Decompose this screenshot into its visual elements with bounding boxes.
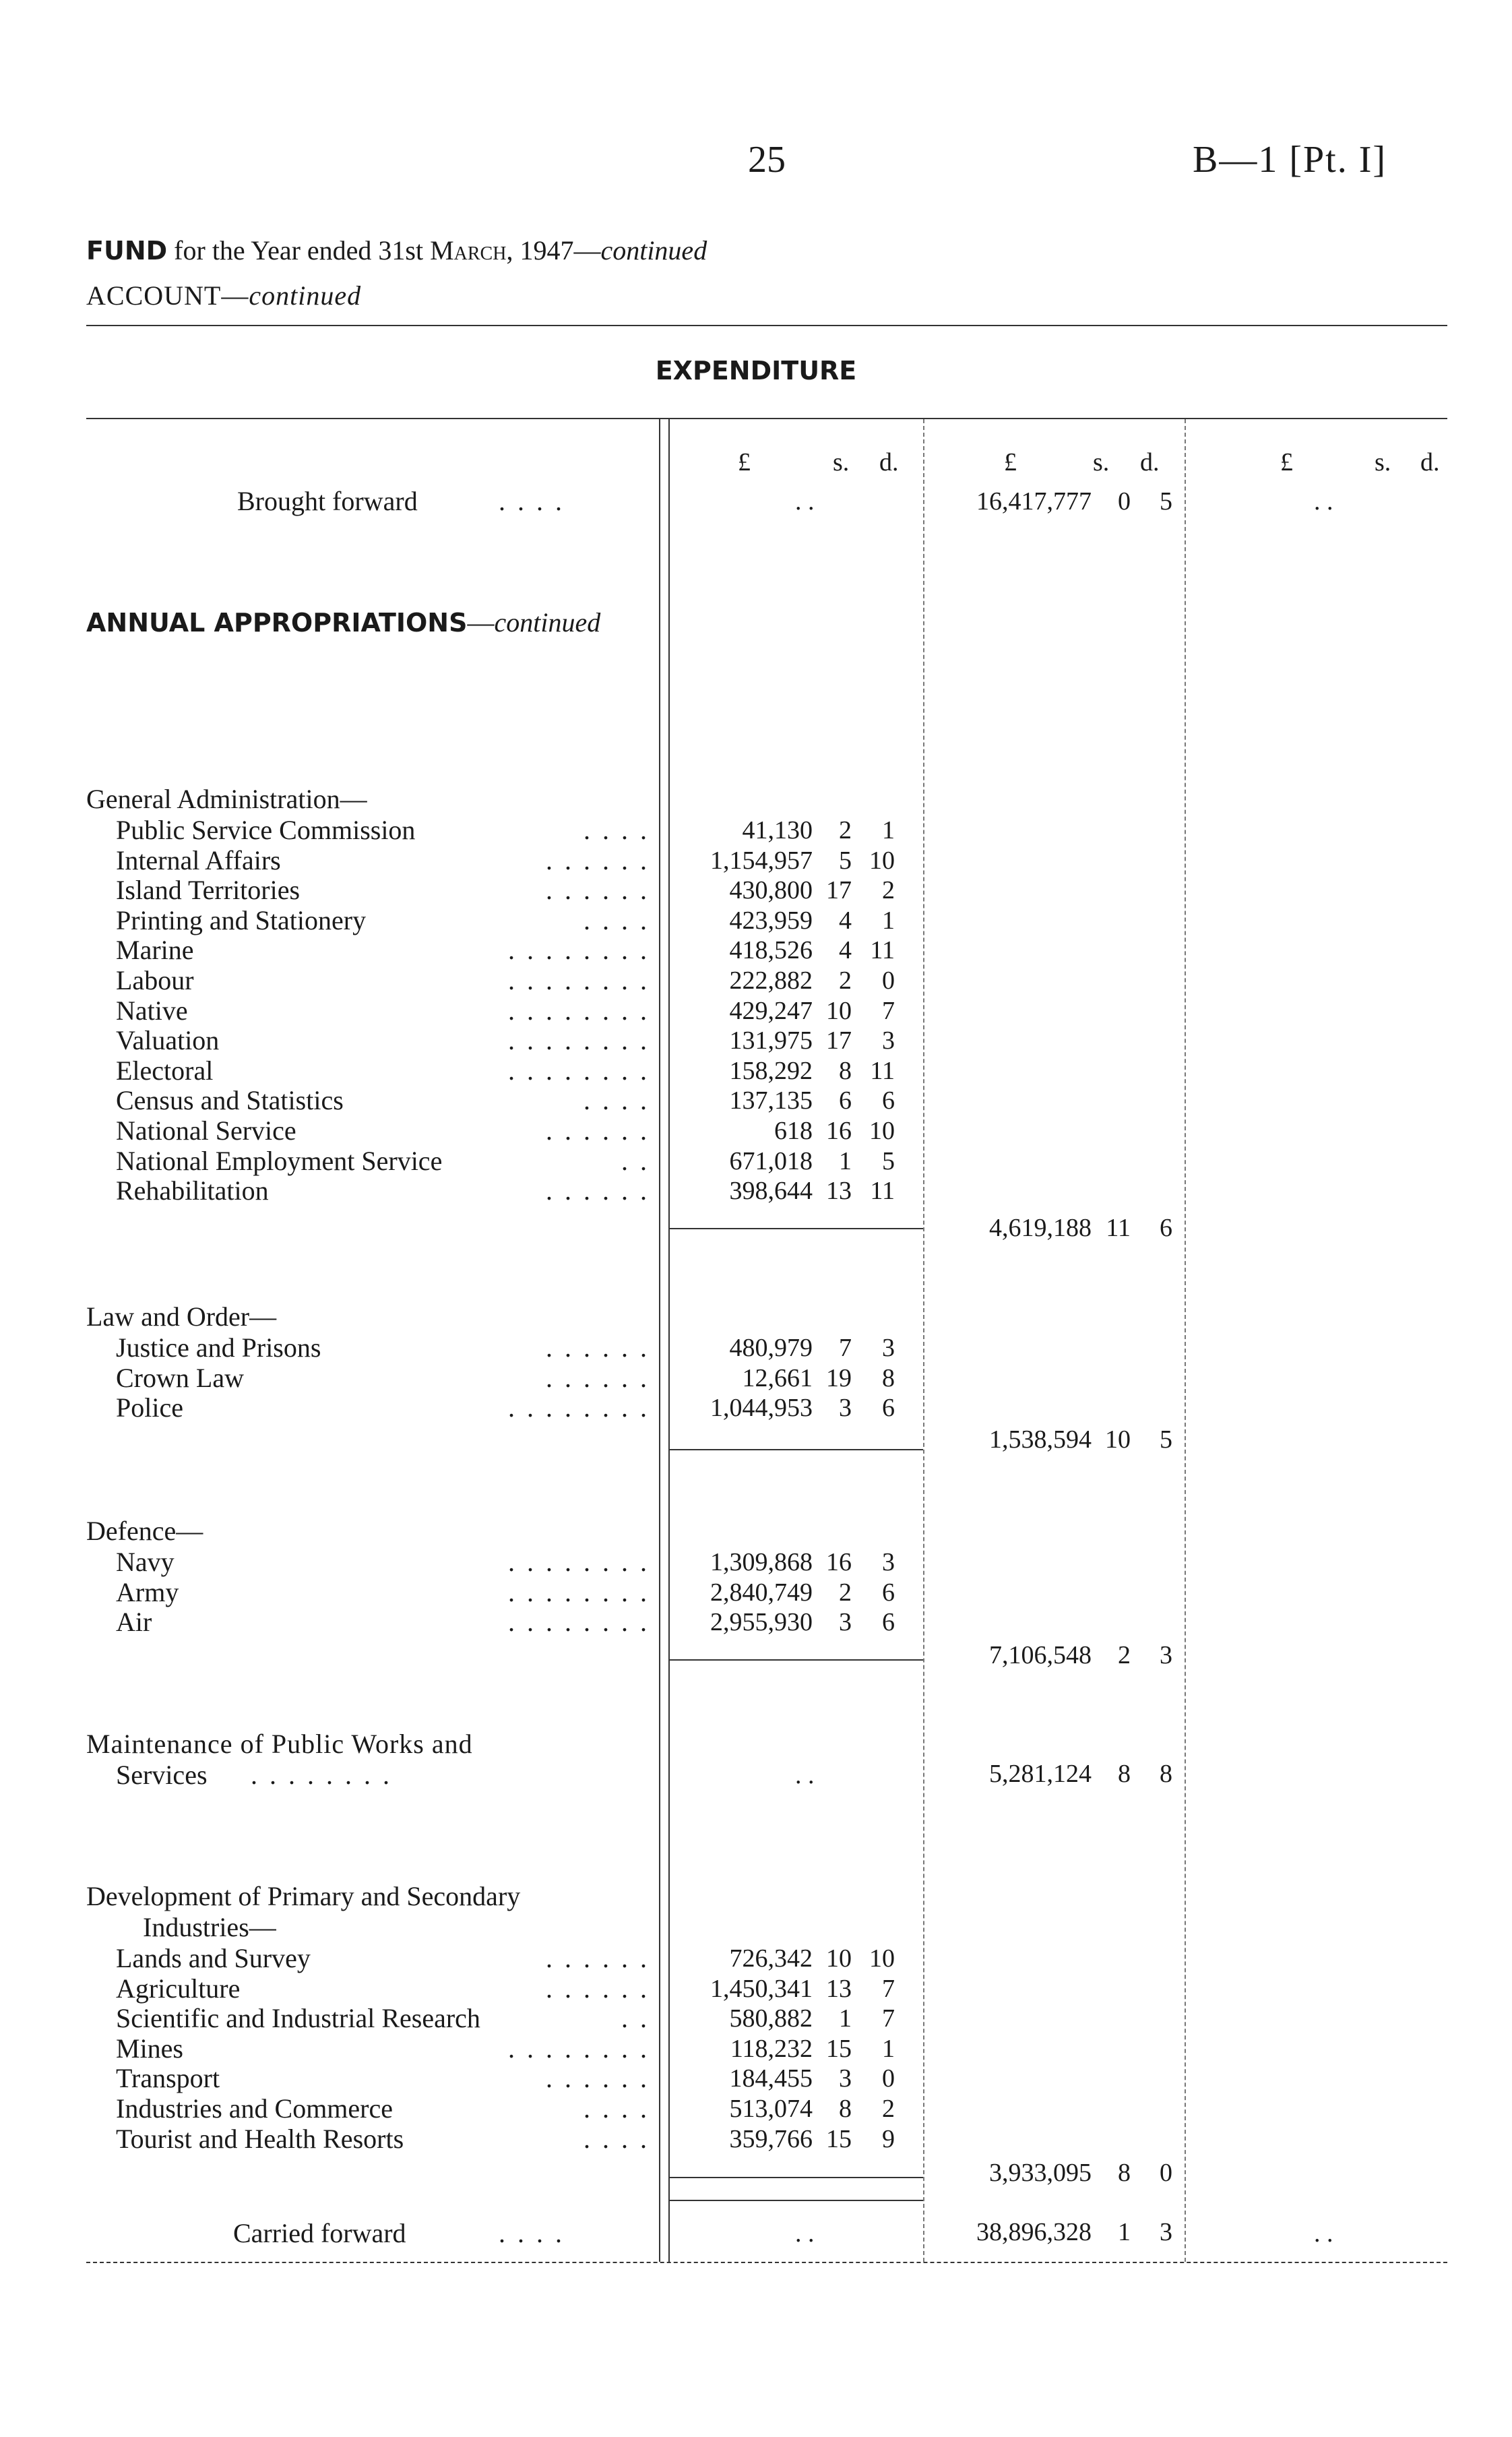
leader-dots: . . . . . . [546,875,650,905]
column-rule [668,2200,923,2201]
leader-dots: . . [621,2003,650,2033]
subtotal-rule [668,1449,923,1450]
item-label: Electoral [116,1055,214,1086]
item-pounds: 2,840,749 [710,1578,813,1607]
item-shillings: 3 [839,1394,852,1422]
item-label: Agriculture [116,1973,241,2004]
leader-dots: . . . . . . . . [508,995,650,1026]
item-shillings: 10 [826,1944,852,1973]
item-pounds: 1,044,953 [710,1394,813,1422]
section-title-general: General Administration— [86,784,367,814]
leader-dots: . . . . [499,486,565,516]
leader-dots: . . . . [499,2218,565,2248]
carried-forward-pence: 3 [1160,2218,1172,2246]
item-pence: 8 [882,1364,895,1392]
fund-title [86,235,707,266]
subtotal-shillings: 8 [1118,1760,1131,1788]
heading-dash: — [467,607,495,638]
item-pence: 7 [882,997,895,1025]
item-label: Crown Law [116,1363,244,1393]
item-pence: 6 [882,1608,895,1636]
leader-dots: . . . . [584,2124,650,2154]
item-pounds: 429,247 [729,997,813,1025]
item-pence: 3 [882,1334,895,1362]
item-pounds: 418,526 [729,936,813,964]
item-pence: 11 [870,936,895,964]
item-pounds: 158,292 [729,1057,813,1085]
item-label: Island Territories [116,875,301,905]
item-pounds: 131,975 [729,1026,813,1055]
subtotal-shillings: 11 [1106,1214,1131,1242]
subtotal-pence: 5 [1160,1425,1172,1454]
leader-dots: . . . . . . . . [251,1760,392,1790]
subtotal-pounds: 7,106,548 [989,1641,1092,1669]
subtotal-pence: 0 [1160,2159,1172,2187]
item-label: Internal Affairs [116,845,281,875]
section-title-development-line2: Industries— [143,1912,276,1942]
column-divider-label-inner [668,419,670,2262]
item-shillings: 8 [839,2095,852,2123]
item-label: Justice and Prisons [116,1332,321,1363]
item-pence: 0 [882,966,895,995]
leader-dots: . . . . . . . . [508,965,650,995]
leader-dots: . . . . . . . . [508,2033,650,2064]
item-pence: 11 [870,1177,895,1205]
item-shillings: 17 [826,876,852,904]
item-pence: 11 [870,1057,895,1085]
subtotal-rule [668,2177,923,2178]
col2-pounds-header: £ [1004,448,1017,476]
item-shillings: 2 [839,816,852,844]
leader-dots: . . . . [584,905,650,935]
item-pence: 10 [869,1117,895,1145]
item-pounds: 359,766 [729,2125,813,2153]
fund-month: March [430,235,507,266]
item-pence: 10 [869,1944,895,1973]
col1-pounds-header: £ [738,448,751,476]
page-number: 25 [748,139,786,181]
col3-pounds-header: £ [1280,448,1293,476]
subtotal-pence: 8 [1160,1760,1172,1788]
item-shillings: 13 [826,1177,852,1205]
item-label: Air [116,1607,152,1637]
table-bottom-rule [86,2262,1447,2263]
item-pence: 5 [882,1147,895,1175]
item-shillings: 1 [839,1147,852,1175]
leader-dots: . . . . . . [546,1973,650,2004]
column-divider-1 [923,419,924,2262]
item-pence: 7 [882,2004,895,2033]
item-shillings: 13 [826,1975,852,2003]
carried-forward-shillings: 1 [1118,2218,1131,2246]
item-shillings: 10 [826,997,852,1025]
carried-forward-pounds: 38,896,328 [976,2218,1092,2246]
item-pence: 1 [882,816,895,844]
item-pence: 7 [882,1975,895,2003]
leader-dots: . . . . . . [546,1332,650,1363]
item-shillings: 2 [839,966,852,995]
item-label: Navy [116,1547,175,1577]
item-shillings: 3 [839,2064,852,2093]
section-title-defence: Defence— [86,1516,203,1546]
item-label: Scientific and Industrial Research [116,2003,480,2033]
subtotal-shillings: 10 [1105,1425,1131,1454]
leader-dots: . . . . . . . . [508,1577,650,1607]
subtotal-rule [668,1228,923,1229]
item-label: Public Service Commission [116,815,416,845]
item-pounds: 118,232 [730,2035,813,2063]
item-label: Mines [116,2033,183,2064]
item-label: Rehabilitation [116,1175,269,1206]
leader-dots: . . . . . . . . [508,1607,650,1637]
item-pence: 2 [882,2095,895,2123]
item-label: Marine [116,935,194,965]
subtotal-pounds: 3,933,095 [989,2159,1092,2187]
col1-pence-header: d. [879,448,899,476]
item-pounds: 726,342 [729,1944,813,1973]
item-label: Census and Statistics [116,1085,344,1115]
account-title [86,280,361,311]
section-title: EXPENDITURE [655,356,857,385]
subtotal-pence: 6 [1160,1214,1172,1242]
item-pounds: 12,661 [742,1364,813,1392]
brought-forward-col3: . . [1314,487,1333,516]
column-divider-2 [1185,419,1186,2262]
item-shillings: 5 [839,846,852,875]
subtotal-shillings: 2 [1118,1641,1131,1669]
carried-forward-col1: . . [795,2219,815,2248]
item-pence: 10 [869,846,895,875]
item-pounds: 184,455 [729,2064,813,2093]
leader-dots: . . . . . . [546,845,650,875]
item-shillings: 3 [839,1608,852,1636]
item-pounds: 1,309,868 [710,1548,813,1576]
account-continued: continued [249,280,362,311]
annual-appropriations-heading [86,607,600,638]
item-shillings: 17 [826,1026,852,1055]
leader-dots: . . . . . . [546,2063,650,2093]
item-pence: 3 [882,1026,895,1055]
item-pounds: 671,018 [729,1147,813,1175]
leader-dots: . . . . [584,1085,650,1115]
item-pounds: 1,154,957 [710,846,813,875]
section-title-maintenance-line2: Services [116,1760,208,1790]
item-pounds: 580,882 [729,2004,813,2033]
col2-pence-header: d. [1140,448,1160,476]
item-pounds: 618 [774,1117,813,1145]
item-pounds: 513,074 [729,2095,813,2123]
leader-dots: . . . . . . [546,1943,650,1973]
col1-shillings-header: s. [833,448,850,476]
brought-forward-pounds: 16,417,777 [976,487,1092,516]
item-pounds: 423,959 [729,906,813,935]
section-title-law: Law and Order— [86,1301,277,1332]
item-shillings: 6 [839,1086,852,1115]
item-pounds: 1,450,341 [710,1975,813,2003]
item-pence: 6 [882,1394,895,1422]
carried-forward-label: Carried forward [233,2218,406,2248]
item-pence: 9 [882,2125,895,2153]
table-top-rule [86,418,1447,419]
fund-year: , 1947— [506,235,601,266]
item-pounds: 41,130 [742,816,813,844]
leader-dots: . . . . . . . . [508,1547,650,1577]
account-label: ACCOUNT— [86,280,249,311]
item-pence: 2 [882,876,895,904]
brought-forward-col1: . . [795,487,815,516]
section-title-development: Development of Primary and Secondary [86,1881,521,1911]
brought-forward-shillings: 0 [1118,487,1131,516]
item-label: National Employment Service [116,1146,443,1176]
item-pounds: 137,135 [729,1086,813,1115]
header-rule [86,325,1447,326]
fund-continued: continued [600,235,707,266]
annual-appropriations-label: ANNUAL APPROPRIATIONS [86,608,468,638]
fund-label: FUND [86,236,168,266]
item-shillings: 15 [826,2035,852,2063]
item-shillings: 4 [839,906,852,935]
col2-shillings-header: s. [1093,448,1110,476]
maintenance-col1: . . [795,1761,815,1789]
item-label: Tourist and Health Resorts [116,2124,404,2154]
brought-forward-pence: 5 [1160,487,1172,516]
col3-shillings-header: s. [1375,448,1391,476]
item-pounds: 2,955,930 [710,1608,813,1636]
item-label: Labour [116,965,194,995]
leader-dots: . . . . . . [546,1175,650,1206]
fund-text: for the Year ended 31st [167,235,431,266]
leader-dots: . . . . . . . . [508,1025,650,1055]
leader-dots: . . . . . . . . [508,1055,650,1086]
heading-continued: continued [494,607,601,638]
item-shillings: 16 [826,1117,852,1145]
item-label: Police [116,1392,183,1423]
subtotal-rule [668,1659,923,1661]
col3-pence-header: d. [1420,448,1440,476]
column-divider-label [659,419,660,2262]
item-pounds: 398,644 [729,1177,813,1205]
item-pence: 1 [882,906,895,935]
subtotal-pounds: 5,281,124 [989,1760,1092,1788]
item-pounds: 480,979 [729,1334,813,1362]
item-pence: 6 [882,1578,895,1607]
item-label: Industries and Commerce [116,2093,393,2124]
item-label: National Service [116,1115,296,1146]
leader-dots: . . [621,1146,650,1176]
leader-dots: . . . . [584,815,650,845]
item-shillings: 7 [839,1334,852,1362]
item-label: Printing and Stationery [116,905,367,935]
item-pence: 0 [882,2064,895,2093]
item-shillings: 16 [826,1548,852,1576]
item-pence: 1 [882,2035,895,2063]
item-shillings: 8 [839,1057,852,1085]
carried-forward-col3: . . [1314,2219,1333,2248]
part-reference: B—1 [Pt. I] [1193,139,1387,181]
item-pence: 6 [882,1086,895,1115]
item-pence: 3 [882,1548,895,1576]
brought-forward-label: Brought forward [237,486,418,516]
item-label: Transport [116,2063,220,2093]
subtotal-pounds: 4,619,188 [989,1214,1092,1242]
item-shillings: 2 [839,1578,852,1607]
item-label: Lands and Survey [116,1943,311,1973]
item-shillings: 19 [826,1364,852,1392]
leader-dots: . . . . . . [546,1363,650,1393]
item-label: Army [116,1577,179,1607]
leader-dots: . . . . . . . . [508,935,650,965]
subtotal-shillings: 8 [1118,2159,1131,2187]
item-shillings: 1 [839,2004,852,2033]
leader-dots: . . . . [584,2093,650,2124]
subtotal-pounds: 1,538,594 [989,1425,1092,1454]
item-label: Native [116,995,188,1026]
item-shillings: 4 [839,936,852,964]
item-pounds: 222,882 [729,966,813,995]
leader-dots: . . . . . . . . [508,1392,650,1423]
section-title-maintenance: Maintenance of Public Works and [86,1729,473,1759]
item-label: Valuation [116,1025,220,1055]
item-pounds: 430,800 [729,876,813,904]
item-shillings: 15 [826,2125,852,2153]
leader-dots: . . . . . . [546,1115,650,1146]
subtotal-pence: 3 [1160,1641,1172,1669]
